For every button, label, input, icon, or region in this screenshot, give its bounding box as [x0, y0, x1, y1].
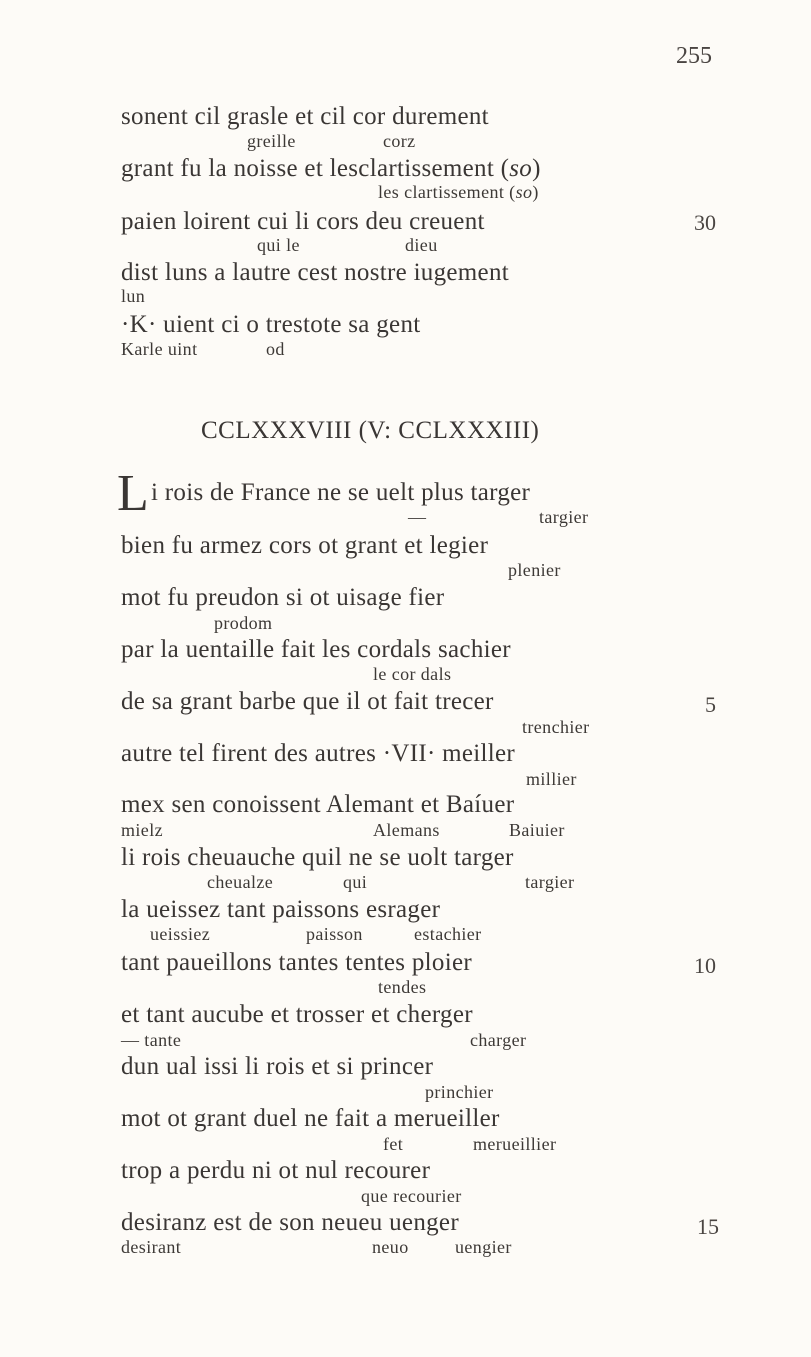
line-number: 15	[697, 1214, 719, 1239]
verse-line: mex sen conoissent Alemant et Baíuer	[121, 791, 515, 818]
variant-reading: princhier	[425, 1082, 494, 1102]
line-number: 10	[694, 953, 716, 978]
variant-reading: trenchier	[522, 717, 590, 737]
verse-line: de sa grant barbe que il ot fait trecer	[121, 688, 494, 715]
variant-reading: prodom	[214, 613, 273, 633]
variant-reading: lun	[121, 286, 146, 306]
verse-line: ·K· uient ci o trestote sa gent	[121, 311, 421, 338]
variant-reading: Karle uint	[121, 339, 198, 359]
laisse-heading: CCLXXXVIII (V: CCLXXXIII)	[201, 417, 540, 444]
line-number: 30	[694, 210, 716, 235]
verse-line: tant paueillons tantes tentes ploier	[121, 949, 472, 976]
verse-line: dist luns a lautre cest nostre iugement	[121, 259, 509, 286]
variant-reading: Alemans	[373, 820, 440, 840]
verse-line: mot ot grant duel ne fait a merueiller	[121, 1105, 500, 1132]
variant-reading: od	[266, 339, 285, 359]
variant-reading: fet	[383, 1134, 404, 1154]
verse-line: trop a perdu ni ot nul recourer	[121, 1157, 431, 1184]
variant-reading: tendes	[378, 977, 427, 997]
drop-cap-initial: L	[117, 465, 149, 522]
variant-reading: greille	[247, 131, 296, 151]
line-number: 5	[705, 692, 716, 717]
variant-reading: les clartissement (so)	[378, 182, 539, 202]
variant-reading: —	[408, 507, 427, 527]
variant-reading: ueissiez	[150, 924, 211, 944]
verse-line: i rois de France ne se uelt plus targer	[151, 479, 531, 506]
verse-line: la ueissez tant paissons esrager	[121, 896, 441, 923]
variant-reading: dieu	[405, 235, 438, 255]
variant-reading: targier	[539, 507, 589, 527]
variant-reading: merueillier	[473, 1134, 557, 1154]
variant-reading: corz	[383, 131, 416, 151]
verse-line: dun ual issi li rois et si princer	[121, 1053, 434, 1080]
variant-reading: desirant	[121, 1237, 182, 1257]
variant-reading: charger	[470, 1030, 527, 1050]
verse-line: par la uentaille fait les cordals sachier	[121, 636, 511, 663]
variant-reading: millier	[526, 769, 577, 789]
variant-reading: que recourier	[361, 1186, 462, 1206]
verse-line: sonent cil grasle et cil cor durement	[121, 103, 489, 130]
verse-line: li rois cheuauche quil ne se uolt targer	[121, 844, 514, 871]
verse-line: grant fu la noisse et lesclartissement (so)	[121, 155, 541, 182]
variant-reading: targier	[525, 872, 575, 892]
verse-line: desiranz est de son neueu uenger	[121, 1209, 459, 1236]
variant-reading: qui le	[257, 235, 300, 255]
page-number: 255	[676, 43, 712, 69]
variant-reading: Baiuier	[509, 820, 565, 840]
verse-line: mot fu preudon si ot uisage fier	[121, 584, 445, 611]
verse-line: paien loirent cui li cors deu creuent	[121, 208, 485, 235]
variant-reading: neuo	[372, 1237, 409, 1257]
verse-line: et tant aucube et trosser et cherger	[121, 1001, 473, 1028]
variant-reading: plenier	[508, 560, 561, 580]
verse-line: autre tel firent des autres ·VII· meiller	[121, 740, 516, 767]
variant-reading: qui	[343, 872, 368, 892]
variant-reading: — tante	[121, 1030, 182, 1050]
variant-reading: cheualze	[207, 872, 274, 892]
variant-reading: paisson	[306, 924, 363, 944]
variant-reading: le cor dals	[373, 664, 452, 684]
variant-reading: uengier	[455, 1237, 512, 1257]
variant-reading: estachier	[414, 924, 482, 944]
verse-line: bien fu armez cors ot grant et legier	[121, 532, 489, 559]
variant-reading: mielz	[121, 820, 163, 840]
